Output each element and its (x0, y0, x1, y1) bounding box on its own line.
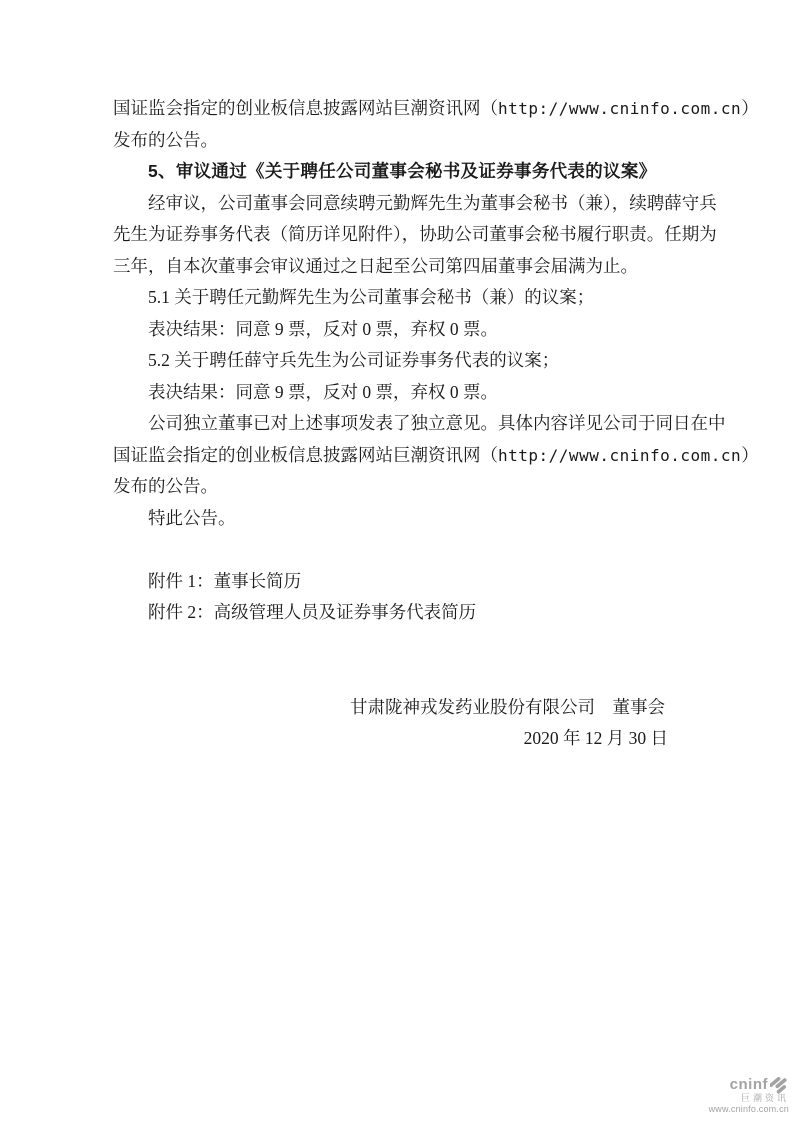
blank-line (113, 660, 682, 692)
blank-line (113, 534, 682, 566)
paragraph-line (113, 440, 759, 472)
document-body (113, 93, 759, 755)
cninfo-swirl-icon (770, 1075, 789, 1094)
vote-result-line: 表决结果：同意 9 票，反对 0 票，弃权 0 票。 (148, 318, 498, 339)
cninfo-watermark (709, 1075, 789, 1114)
cninfo-brand-text: cninf (729, 1076, 768, 1094)
paragraph-text: 国证监会指定的创业板信息披露网站巨潮资讯网（ (113, 98, 498, 118)
subitem-5-1-line: 5.1 关于聘任元勤辉先生为公司董事会秘书（兼）的议案； (148, 287, 595, 307)
cninfo-brand-row (709, 1075, 789, 1094)
vote-result-line: 表决结果：同意 9 票，反对 0 票，弃权 0 票。 (148, 381, 498, 402)
cninfo-website-url: www.cninfo.com.cn (708, 1103, 789, 1114)
paragraph-text: ） (741, 444, 759, 465)
paragraph-line: 三年，自本次董事会审议通过之日起至公司第四届董事会届满为止。 (113, 255, 638, 276)
section-heading: 5、审议通过《关于聘任公司董事会秘书及证券事务代表的议案》 (148, 161, 657, 181)
paragraph-text: 国证监会指定的创业板信息披露网站巨潮资讯网（ (113, 444, 498, 465)
blank-line (113, 629, 682, 661)
attachment-2-line: 附件 2：高级管理人员及证券事务代表简历 (148, 602, 477, 622)
cninfo-url-text: http://www.cninfo.com.cn (498, 445, 742, 465)
paragraph-line: 发布的公告。 (113, 129, 218, 150)
cninfo-brand-chinese: 巨潮资讯 (740, 1093, 789, 1104)
paragraph-line: 公司独立董事已对上述事项发表了独立意见。具体内容详见公司于同日在中 (148, 413, 726, 433)
subitem-5-2-line: 5.2 关于聘任薛守兵先生为公司证券事务代表的议案； (148, 350, 560, 370)
cninfo-url-text: http://www.cninfo.com.cn (498, 99, 742, 118)
paragraph-line: 发布的公告。 (113, 476, 218, 496)
signature-date: 2020 年 12 月 30 日 (523, 728, 668, 748)
closing-line: 特此公告。 (148, 507, 236, 528)
attachment-1-line: 附件 1：董事长简历 (148, 570, 302, 591)
paragraph-line: 经审议，公司董事会同意续聘元勤辉先生为董事会秘书（兼），续聘薛守兵 (148, 192, 717, 213)
paragraph-line: 先生为证券事务代表（简历详见附件），协助公司董事会秘书履行职责。任期为 (113, 224, 717, 244)
paragraph-text: ） (741, 98, 759, 118)
paragraph-line (113, 93, 759, 125)
signature-company: 甘肃陇神戎发药业股份有限公司 董事会 (350, 696, 665, 717)
